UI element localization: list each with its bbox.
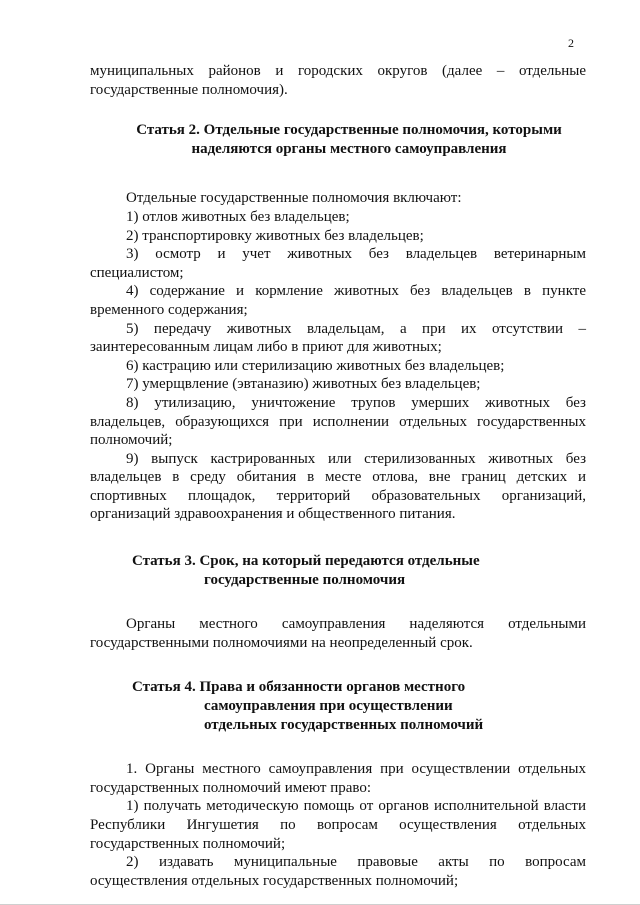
article-3-heading-line2: государственные полномочия: [204, 571, 406, 588]
article-2-item: 3) осмотр и учет животных без владельцев ветеринарным специалистом;: [90, 246, 586, 281]
article-2-item: 2) транспортировку животных без владельцев;: [126, 227, 424, 244]
article-4-item: 1) получать методическую помощь от органов исполнительной власти Республики Ингушетия по вопросам осуществления отдельных государственных полномочий;: [90, 798, 586, 852]
article-3-text: Органы местного самоуправления наделяются отдельными государственными полномочиями на неопределенный срок.: [90, 616, 586, 651]
article-3-heading-line1: Статья 3. Срок, на который передаются отдельные: [132, 553, 480, 570]
article-4-heading-line1: Статья 4. Права и обязанности органов местного: [132, 679, 466, 696]
article-2-item: 5) передачу животных владельцам, а при их отсутствии – заинтересованным лицам либо в приют для животных;: [90, 320, 586, 356]
article-2-heading-line1: Статья 2. Отдельные государственные полномочия, которыми: [136, 122, 562, 139]
article-4-heading: [90, 678, 586, 734]
continuation-paragraph: муниципальных районов и городских округов (далее – отдельные государственные полномочия).: [90, 63, 586, 98]
document-body: [90, 62, 586, 890]
article-2-item: 7) умерщвление (эвтаназию) животных без владельцев;: [126, 376, 481, 393]
article-2-item: 9) выпуск кастрированных или стерилизованных животных без владельцев в среду обитания в месте отлова, вне границ детских и спортивных площадок, территорий образовательных организаций, организаций здравоохранения и общественного питания.: [90, 450, 586, 523]
article-2-heading: [90, 121, 586, 158]
article-4-heading-line3: отдельных государственных полномочий: [204, 716, 484, 733]
article-3-heading: [90, 552, 586, 589]
page-number: 2: [568, 36, 574, 50]
article-2-item: 8) утилизацию, уничтожение трупов умерших животных без владельцев, образующихся при исполнении отдельных государственных полномочий;: [90, 394, 586, 449]
article-2-item: 6) кастрацию или стерилизацию животных без владельцев;: [126, 357, 505, 374]
article-2-heading-line2: наделяются органы местного самоуправления: [191, 140, 507, 157]
article-2-intro: Отдельные государственные полномочия включают:: [126, 190, 462, 207]
article-4-heading-line2: самоуправления при осуществлении: [204, 698, 453, 715]
article-4-intro: 1. Органы местного самоуправления при осуществлении отдельных государственных полномочий имеют право:: [90, 761, 586, 796]
article-2-item: 1) отлов животных без владельцев;: [126, 208, 350, 225]
article-2-item: 4) содержание и кормление животных без владельцев в пункте временного содержания;: [90, 283, 586, 318]
article-4-item: 2) издавать муниципальные правовые акты по вопросам осуществления отдельных государственных полномочий;: [90, 854, 586, 889]
